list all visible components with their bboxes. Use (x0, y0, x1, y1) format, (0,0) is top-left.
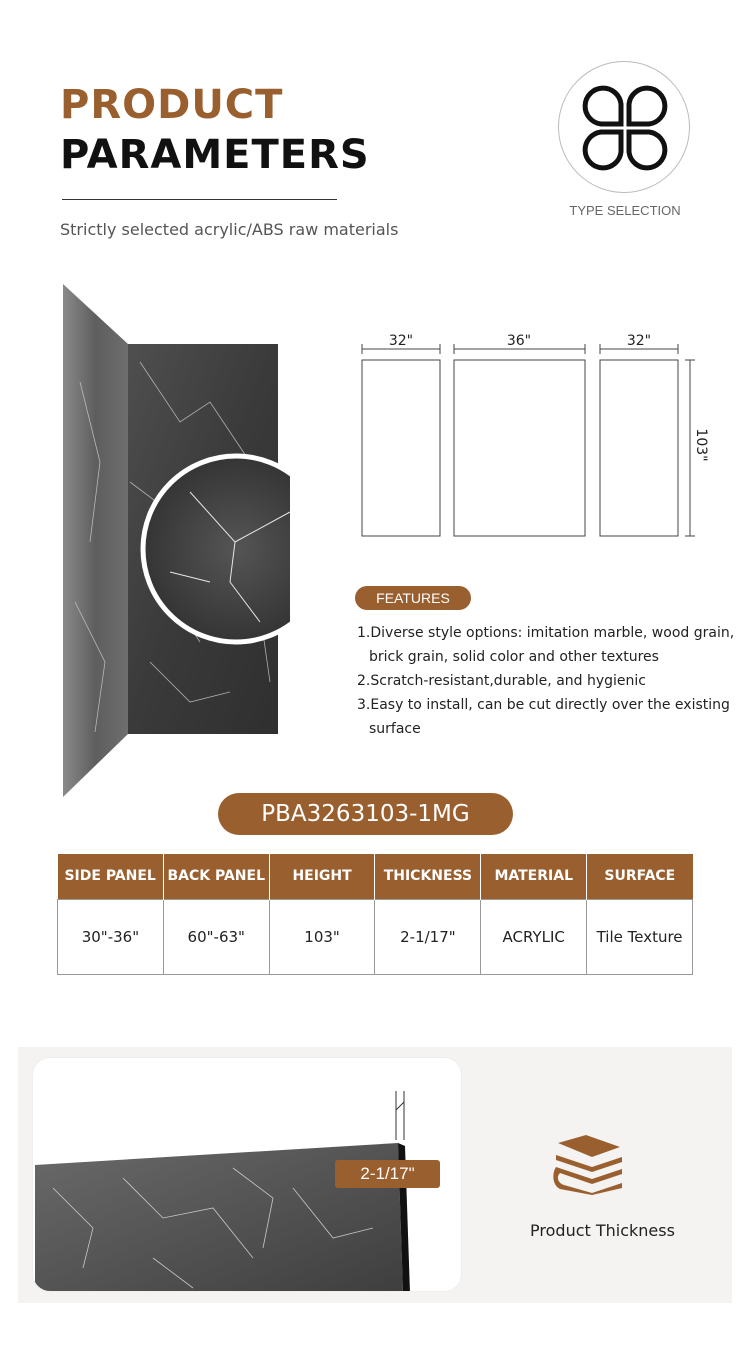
specs-header-row (58, 854, 693, 899)
title-divider (62, 199, 337, 200)
specs-table (57, 854, 693, 975)
spec-value-material: ACRYLIC (481, 899, 587, 974)
type-selection-badge (558, 61, 690, 193)
type-selection-label: TYPE SELECTION (569, 203, 681, 218)
spec-value-thickness: 2-1/17" (375, 899, 481, 974)
features-badge: FEATURES (355, 586, 471, 610)
spec-header-height: HEIGHT (269, 854, 375, 899)
marble-panel-illustration (60, 282, 290, 802)
feature-item: 1.Diverse style options: imitation marble, wood grain, brick grain, solid color and other textures (357, 625, 735, 665)
feature-item: 3.Easy to install, can be cut directly over the existing surface (357, 697, 730, 737)
specs-value-row (58, 899, 693, 974)
model-code-badge: PBA3263103-1MG (218, 793, 513, 835)
features-list (357, 621, 737, 741)
page-title-line1: PRODUCT (60, 82, 284, 128)
spec-header-back-panel: BACK PANEL (163, 854, 269, 899)
panel-width-left: 32" (388, 333, 414, 349)
page-title-line2: PARAMETERS (60, 132, 370, 178)
spec-value-height: 103" (269, 899, 375, 974)
feature-item: 2.Scratch-resistant,durable, and hygienic (357, 673, 646, 689)
spec-value-side-panel: 30"-36" (58, 899, 164, 974)
thickness-tag: 2-1/17" (335, 1160, 440, 1188)
thickness-caption: Product Thickness (530, 1221, 675, 1240)
spec-header-material: MATERIAL (481, 854, 587, 899)
spec-value-surface: Tile Texture (587, 899, 693, 974)
dimension-diagram (355, 325, 715, 545)
spec-header-thickness: THICKNESS (375, 854, 481, 899)
spec-header-side-panel: SIDE PANEL (58, 854, 164, 899)
spec-value-back-panel: 60"-63" (163, 899, 269, 974)
four-panel-layout-icon (559, 62, 691, 194)
panel-width-right: 32" (626, 333, 652, 349)
spec-header-surface: SURFACE (587, 854, 693, 899)
panel-width-center: 36" (506, 333, 532, 349)
panel-height: 103" (693, 428, 709, 462)
page-subtitle: Strictly selected acrylic/ABS raw materials (60, 220, 399, 239)
stacked-layers-icon (552, 1133, 626, 1195)
